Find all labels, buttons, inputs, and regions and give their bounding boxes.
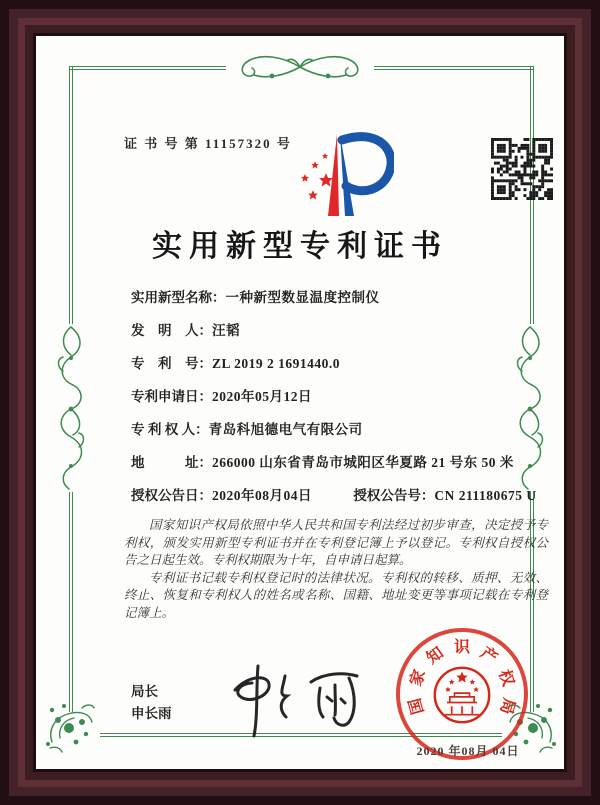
left-scroll-ornament [49, 325, 93, 491]
field-row-name [131, 289, 543, 322]
certificate-paper [36, 36, 564, 769]
field-value: 266000 山东省青岛市城阳区华夏路 21 号东 50 米 [212, 455, 514, 470]
signer-block [131, 681, 172, 725]
legal-paragraph-1: 国家知识产权局依照中华人民共和国专利法经过初步审查，决定授予专利权，颁发实用新型专利证书并在专利登记簿上予以登记。专利权自授权公告之日起生效。专利权期限为十年，自申请日起算。 [124, 518, 548, 567]
field-value: 一种新型数显温度控制仪 [225, 290, 380, 305]
legal-text [124, 517, 548, 622]
certificate-title: 实用新型专利证书 [152, 230, 448, 263]
signer-title: 局长 [131, 684, 158, 699]
certificate-fields [131, 289, 543, 513]
certificate-number: 证 书 号 第 11157320 号 [124, 136, 292, 151]
field-label: 地 址： [131, 455, 212, 470]
field-value: 2020年05月12日 [212, 389, 312, 404]
grant-date-label: 授权公告日： [131, 488, 212, 503]
border-left-lower-line [69, 492, 73, 712]
director-signature [221, 658, 371, 746]
seal-char: 国 [406, 696, 428, 716]
border-left-upper-line [69, 66, 73, 324]
qr-code [491, 138, 553, 200]
seal-date: 2020 年08月 04日 [416, 744, 520, 758]
border-top-left-line [70, 66, 226, 70]
field-label: 实用新型名称： [131, 290, 226, 305]
field-row-grant [131, 487, 543, 513]
field-label: 专利申请日： [131, 389, 212, 404]
grant-no-value: CN 211180675 U [434, 488, 537, 503]
legal-paragraph-2: 专利证书记载专利权登记时的法律状况。专利权的转移、质押、无效、终止、恢复和专利权人的姓名或名称、国籍、地址变更等事项记载在专利登记簿上。 [124, 570, 548, 620]
seal-char: 产 [477, 644, 501, 668]
field-row-address [131, 454, 543, 487]
seal-char: 识 [453, 639, 470, 656]
field-row-patentee [131, 421, 543, 454]
cnipa-logo [282, 128, 394, 220]
seal-char: 权 [494, 667, 517, 689]
official-seal [396, 628, 528, 760]
bottom-left-floral-ornament [42, 698, 96, 754]
seal-char: 家 [407, 667, 430, 689]
seal-char: 局 [496, 696, 518, 716]
field-value: 汪韬 [212, 323, 240, 338]
top-flourish-ornament [226, 48, 374, 86]
signer-name: 申长雨 [131, 706, 172, 721]
field-row-filing-date [131, 388, 543, 421]
national-emblem-icon [432, 665, 492, 727]
grant-no-label: 授权公告号： [353, 488, 435, 503]
seal-char: 知 [423, 644, 447, 668]
field-row-patent-no [131, 355, 543, 388]
field-label: 专 利 权 人： [131, 422, 209, 437]
field-value: ZL 2019 2 1691440.0 [212, 356, 341, 371]
border-top-right-line [374, 66, 533, 70]
grant-date-value: 2020年08月04日 [212, 488, 312, 503]
field-label: 发 明 人： [131, 323, 212, 338]
field-label: 专 利 号： [131, 356, 212, 371]
field-value: 青岛科旭德电气有限公司 [208, 422, 363, 437]
field-row-inventor [131, 322, 543, 355]
